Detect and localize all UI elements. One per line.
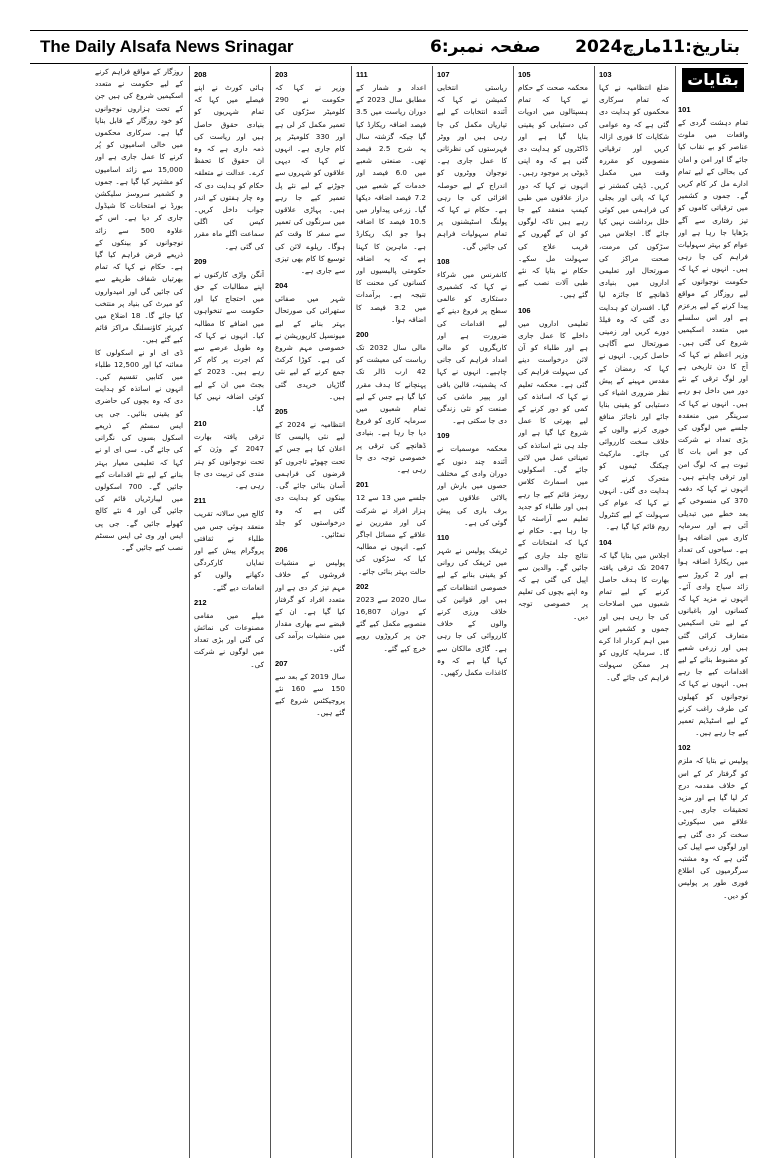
article-text: ترقی یافتہ بھارت 2047 کے وژن کے تحت نوجوانوں کو ہنر مندی کی تربیت دی جا رہی ہے۔ xyxy=(194,432,264,491)
section-number: 109 xyxy=(437,431,450,441)
section-number: 209 xyxy=(194,256,207,266)
section-number: 106 xyxy=(518,305,531,315)
article-text: ہائی کورٹ نے اپنے فیصلے میں کہا کہ تمام شہریوں کو بنیادی حقوق حاصل ہیں اور ریاست کی ذمہ داری ہے کہ وہ ان حقوق کا تحفظ کرے۔ عدالت نے متعلقہ حکام کو ہدایت دی کہ وہ چار ہفتوں کے اندر جواب داخل کریں۔ کیس کی اگلی سماعت اگلے ماہ مقرر کی گئی ہے۔ xyxy=(194,83,264,251)
section-number: 210 xyxy=(194,419,207,429)
article-text: سال 2019 کے بعد سے 150 سے 160 نئے پروجیکٹس شروع کیے گئے ہیں۔ xyxy=(275,671,345,718)
article-text: آنگن واڑی کارکنوں نے اپنے مطالبات کے حق میں احتجاج کیا اور حکومت سے تنخواہوں میں اضافے کا مطالبہ کیا۔ انہوں نے کہا کہ وہ طویل عرصے سے کم اجرت پر کام کر رہے ہیں۔ 2023 کے بجٹ میں ان کے لیے کوئی اضافہ نہیں کیا گیا۔ xyxy=(194,269,264,414)
section-number: 212 xyxy=(194,597,207,607)
section-number: 103 xyxy=(599,70,612,79)
section-number: 204 xyxy=(275,281,288,291)
article-text: پولیس نے بتایا کہ ملزم کو گرفتار کر کے اس کے خلاف مقدمہ درج کر لیا گیا ہے اور مزید تحقیقات جاری ہیں۔ علاقے میں سیکورٹی سخت کر دی گئی ہے اور لوگوں سے اپیل کی گئی ہے کہ وہ مشتبہ سرگرمیوں کی اطلاع فوری طور پر پولیس کو دیں۔ xyxy=(678,756,748,900)
article-text: محکمہ صحت کے حکام نے کہا کہ تمام ہسپتالوں میں ادویات کی دستیابی کو یقینی بنایا گیا ہے اور ڈاکٹروں کو ہدایت دی گئی ہے کہ وہ اپنی ڈیوٹی پر موجود رہیں۔ انہوں نے کہا کہ دور دراز علاقوں میں طبی کیمپ منعقد کیے جا رہے ہیں تاکہ لوگوں کو ان کے گھروں کے قریب علاج کی سہولت مل سکے۔ حکام نے بتایا کہ نئے طبی آلات نصب کیے گئے ہیں۔ xyxy=(518,83,588,300)
column-divider xyxy=(513,66,514,1158)
section-number: 107 xyxy=(437,70,450,79)
article-text: روزگار کے مواقع فراہم کرنے کے لیے حکومت نے متعدد اسکیمیں شروع کی ہیں جن کے تحت ہزاروں نوجوانوں کو خود روزگار کے قابل بنایا گیا ہے۔ سرکاری محکموں میں خالی اسامیوں کو پُر کرنے کا عمل جاری ہے اور 15,000 سے زائد اسامیوں کو مشتہر کیا گیا ہے۔ جموں و کشمیر سروسز سلیکشن بورڈ نے امتحانات کا شیڈول جاری کر دیا ہے۔ اس کے علاوہ 500 سے زائد نوجوانوں کو بینکوں کے ذریعے قرض فراہم کیا گیا ہے۔ حکام نے کہا کہ تمام بھرتیاں شفاف طریقے سے کی جائیں گی اور امیدواروں کو میرٹ کی بنیاد پر منتخب کیا جائے گا۔ 18 اضلاع میں کیریئر کاؤنسلنگ مراکز قائم کیے گئے ہیں۔ xyxy=(95,67,183,345)
section-number: 104 xyxy=(599,537,612,547)
article-text: اعداد و شمار کے مطابق سال 2023 کے دوران ریاست میں 3.5 فیصد اضافہ ریکارڈ کیا گیا جبکہ گزشتہ سال یہ شرح 2.5 فیصد تھی۔ صنعتی شعبے میں 6.0 فیصد اور خدمات کے شعبے میں 7.2 فیصد اضافہ دیکھا گیا۔ زرعی پیداوار میں 10.5 فیصد کا اضافہ ہوا جو ایک ریکارڈ ہے۔ ماہرین کا کہنا ہے کہ یہ اضافہ حکومتی پالیسیوں اور کسانوں کی محنت کا نتیجہ ہے۔ برآمدات میں 3.2 فیصد کا اضافہ ہوا۔ xyxy=(356,83,426,324)
section-number: 203 xyxy=(275,70,288,79)
article-text: ریاستی انتخابی کمیشن نے کہا کہ آئندہ انتخابات کے لیے تیاریاں مکمل کی جا رہی ہیں اور ووٹر فہرستوں کی نظرثانی کا عمل جاری ہے۔ نوجوان ووٹروں کو اندراج کے لیے حوصلہ افزائی کی جا رہی ہے۔ حکام نے کہا کہ پولنگ اسٹیشنوں پر تمام سہولیات فراہم کی جائیں گی۔ xyxy=(437,83,507,251)
article-text: کانفرنس میں شرکاء نے کہا کہ کشمیری دستکاری کو عالمی سطح پر فروغ دینے کے لیے اقدامات کی ضرورت ہے اور کاریگروں کو مالی امداد فراہم کی جانی چاہیے۔ انہوں نے کہا کہ پشمینہ، قالین بافی اور پیپر ماشی کی صنعت کو نئی زندگی دی جا سکتی ہے۔ xyxy=(437,269,507,426)
article-text: کالج میں سالانہ تقریب منعقد ہوئی جس میں طلباء نے ثقافتی پروگرام پیش کیے اور نمایاں کارکردگی دکھانے والوں کو انعامات دیے گئے۔ xyxy=(194,509,264,592)
column-2 xyxy=(599,66,669,1158)
article-text: تمام دہشت گردی کے واقعات میں ملوث عناصر کو بے نقاب کیا جائے گا اور امن و امان کی بحالی کے لیے تمام ادارے مل کر کام کریں گے۔ جموں و کشمیر میں ترقیاتی کاموں کو تیز رفتاری سے آگے بڑھایا جا رہا ہے اور عوام کو بہتر سہولیات فراہم کی جا رہی ہیں۔ انہوں نے کہا کہ حکومت نوجوانوں کے لیے روزگار کے مواقع پیدا کرنے کے لیے پرعزم ہے اور اس سلسلے میں متعدد اسکیمیں شروع کی گئی ہیں۔ وزیر اعظم نے کہا کہ آج کا دن تاریخی ہے اور لوگ ترقی کے نئے دور میں داخل ہو رہے ہیں۔ انہوں نے کہا کہ سرینگر میں منعقدہ جلسے میں لوگوں کی بڑی تعداد نے شرکت کی جو اس بات کا ثبوت ہے کہ لوگ امن اور ترقی چاہتے ہیں۔ انہوں نے کہا کہ دفعہ 370 کی منسوخی کے بعد خطے میں تبدیلی آئی ہے اور سرمایہ کاری میں اضافہ ہوا ہے۔ سیاحوں کی تعداد میں ریکارڈ اضافہ ہوا ہے اور 2 کروڑ سے زائد سیاح وادی آئے۔ انہوں نے مزید کہا کہ کسانوں اور باغبانوں کے لیے نئی اسکیمیں متعارف کرائی گئی ہیں اور زرعی شعبے کو مضبوط بنانے کے لیے اقدامات کیے جا رہے ہیں۔ انہوں نے کہا کہ نوجوانوں کو کھیلوں کی طرف راغب کرنے کے لیے اسٹیڈیم تعمیر کیے جا رہے ہیں۔ xyxy=(678,118,748,738)
column-body xyxy=(95,66,183,554)
article-text: جلسے میں 13 سے 12 ہزار افراد نے شرکت کی اور مقررین نے علاقے کے مسائل اجاگر کیے۔ انہوں نے مطالبہ کیا کہ سڑکوں کی حالت بہتر بنائی جائے۔ xyxy=(356,493,426,576)
section-number: 105 xyxy=(518,70,531,79)
column-divider xyxy=(351,66,352,1158)
column-body xyxy=(599,69,669,684)
article-text: وزیر نے کہا کہ حکومت نے 290 کلومیٹر سڑکوں کی تعمیر مکمل کر لی ہے اور 330 کلومیٹر پر کام جاری ہے۔ انہوں نے کہا کہ دیہی علاقوں کو شہروں سے جوڑنے کے لیے نئے پل تعمیر کیے جا رہے ہیں۔ پہاڑی علاقوں میں سرنگوں کی تعمیر سے سفر کا وقت کم ہوگا۔ ریلوے لائن کی توسیع کا کام بھی تیزی سے جاری ہے۔ xyxy=(275,83,345,276)
section-number: 201 xyxy=(356,480,369,490)
column-body xyxy=(356,69,426,655)
column-divider xyxy=(432,66,433,1158)
column-7 xyxy=(194,66,264,1158)
article-text: ڈی ای او نے اسکولوں کا معائنہ کیا اور 12,500 طلباء میں کتابیں تقسیم کیں۔ انہوں نے اساتذہ کو ہدایت دی کہ وہ بچوں کی حاضری کو یقینی بنائیں۔ جی پی ایس سسٹم کے ذریعے اسکول بسوں کی نگرانی کی جائے گی۔ سی ای او نے کہا کہ تعلیمی معیار بہتر بنانے کے لیے نئے اقدامات کیے جائیں گے۔ 700 اسکولوں میں لیبارٹریاں قائم کی جائیں گی اور 4 نئے کالج کھولے جائیں گے۔ جی پی ایس اور وی ٹی ایس سسٹم نصب کیے جائیں گے۔ xyxy=(95,347,183,552)
section-number: 108 xyxy=(437,256,450,266)
column-body xyxy=(518,69,588,623)
section-number: 200 xyxy=(356,330,369,340)
article-text: سال 2020 سے 2023 کے دوران 16,807 منصوبے مکمل کیے گئے جن پر کروڑوں روپے خرچ کیے گئے۔ xyxy=(356,594,426,653)
article-text: پولیس نے منشیات فروشوں کے خلاف مہم تیز کر دی ہے اور متعدد افراد کو گرفتار کیا گیا ہے۔ ان کے قبضے سے بھاری مقدار میں منشیات برآمد کی گئی۔ xyxy=(275,558,345,653)
article-text: تعلیمی اداروں میں داخلے کا عمل جاری ہے اور طلباء کو آن لائن درخواست دینے کی سہولت فراہم کی گئی ہے۔ محکمہ تعلیم نے کہا کہ اساتذہ کی کمی کو دور کرنے کے لیے بھرتی کا عمل شروع کیا گیا ہے اور جلد ہی نئے اساتذہ کی تعیناتی عمل میں لائی جائے گی۔ اسکولوں میں اسمارٹ کلاس رومز قائم کیے جا رہے ہیں اور طلباء کو جدید تعلیم سے آراستہ کیا جا رہا ہے۔ حکام نے کہا کہ امتحانات کے نتائج جلد جاری کیے جائیں گے۔ والدین سے اپیل کی گئی ہے کہ وہ اپنے بچوں کی تعلیم پر خصوصی توجہ دیں۔ xyxy=(518,318,588,621)
column-4 xyxy=(437,66,507,1158)
article-text: اجلاس میں بتایا گیا کہ 2047 تک ترقی یافتہ بھارت کا ہدف حاصل کرنے کے لیے تمام شعبوں میں اصلاحات کی جا رہی ہیں اور جموں و کشمیر اس میں اہم کردار ادا کرے گا۔ سرمایہ کاروں کو ہر ممکن سہولت فراہم کی جائے گی۔ xyxy=(599,550,669,682)
article-text: ضلع انتظامیہ نے کہا کہ تمام سرکاری محکموں کو ہدایت دی گئی ہے کہ وہ عوامی شکایات کا فوری ازالہ کریں اور ترقیاتی منصوبوں کو مقررہ وقت میں مکمل کریں۔ ڈپٹی کمشنر نے کہا کہ پانی اور بجلی کی فراہمی میں کوئی خلل برداشت نہیں کیا جائے گا۔ اجلاس میں سڑکوں کی مرمت، صحت مراکز کی صورتحال اور تعلیمی اداروں میں بنیادی ڈھانچے کا جائزہ لیا گیا۔ افسران کو ہدایت دی گئی کہ وہ فیلڈ دورے کریں اور زمینی صورتحال سے آگاہی حاصل کریں۔ انہوں نے کہا کہ رمضان کے مقدس مہینے کے پیش نظر ضروری اشیاء کی دستیابی کو یقینی بنایا جائے اور ناجائز منافع خوری کرنے والوں کے خلاف سخت کارروائی کی جائے۔ مارکیٹ چیکنگ ٹیموں کو متحرک کرنے کی ہدایت دی گئی۔ انہوں نے کہا کہ عوام کی سہولت کے لیے کنٹرول روم قائم کیا گیا ہے۔ xyxy=(599,83,669,532)
column-5 xyxy=(356,66,426,1158)
section-number: 202 xyxy=(356,581,369,591)
column-1 xyxy=(678,66,748,1158)
article-text: محکمہ موسمیات نے آئندہ چند دنوں کے دوران وادی کے مختلف حصوں میں بارش اور بالائی علاقوں میں برف باری کی پیش گوئی کی ہے۔ xyxy=(437,444,507,527)
column-3 xyxy=(518,66,588,1158)
article-text: شہر میں صفائی ستھرائی کی صورتحال بہتر بنانے کے لیے میونسپل کارپوریشن نے خصوصی مہم شروع کی ہے۔ کوڑا کرکٹ جمع کرنے کے لیے نئی گاڑیاں خریدی گئی ہیں۔ xyxy=(275,294,345,401)
article-text: مالی سال 2032 تک ریاست کی معیشت کو 42 ارب ڈالر تک پہنچانے کا ہدف مقرر کیا گیا ہے جس کے لیے تمام شعبوں میں سرمایہ کاری کو فروغ دیا جا رہا ہے۔ بنیادی ڈھانچے کی ترقی پر خصوصی توجہ دی جا رہی ہے۔ xyxy=(356,343,426,475)
column-body xyxy=(678,104,748,902)
column-8 xyxy=(95,66,183,1158)
section-number: 206 xyxy=(275,545,288,555)
section-number: 208 xyxy=(194,70,207,79)
section-number: 211 xyxy=(194,496,207,506)
section-number: 102 xyxy=(678,743,691,753)
masthead xyxy=(30,30,748,64)
column-body xyxy=(437,69,507,679)
section-number: 101 xyxy=(678,105,691,114)
column-6 xyxy=(275,66,345,1158)
article-text: انتظامیہ نے 2024 کے لیے نئی پالیسی کا اعلان کیا ہے جس کے تحت چھوٹے تاجروں کو قرضوں کی فراہمی آسان بنائی جائے گی۔ بینکوں کو ہدایت دی گئی ہے کہ وہ درخواستوں کو جلد نمٹائیں۔ xyxy=(275,420,345,539)
article-columns xyxy=(30,66,748,1158)
section-number: 111 xyxy=(356,70,368,79)
column-divider xyxy=(675,66,676,1158)
column-divider xyxy=(594,66,595,1158)
article-text: ٹریفک پولیس نے شہر میں ٹریفک کی روانی کو یقینی بنانے کے لیے خصوصی انتظامات کیے ہیں اور قوانین کی خلاف ورزی کرنے والوں کے خلاف کارروائی کی جا رہی ہے۔ گاڑی مالکان سے کہا گیا ہے کہ وہ کاغذات مکمل رکھیں۔ xyxy=(437,545,507,677)
newspaper-title: The Daily Alsafa News Srinagar xyxy=(40,37,294,56)
section-number: 205 xyxy=(275,407,288,417)
section-number: 207 xyxy=(275,658,288,668)
issue-date: بتاریخ:11مارچ2024 xyxy=(575,37,740,57)
column-body xyxy=(275,69,345,720)
article-text: میلے میں مقامی مصنوعات کی نمائش کی گئی اور بڑی تعداد میں لوگوں نے شرکت کی۔ xyxy=(194,610,264,669)
column-divider xyxy=(270,66,271,1158)
page-number: صفحہ نمبر:6 xyxy=(430,37,541,57)
column-body xyxy=(194,69,264,671)
column-divider xyxy=(189,66,190,1158)
section-heading: بقایات xyxy=(682,68,744,92)
section-number: 110 xyxy=(437,532,450,542)
